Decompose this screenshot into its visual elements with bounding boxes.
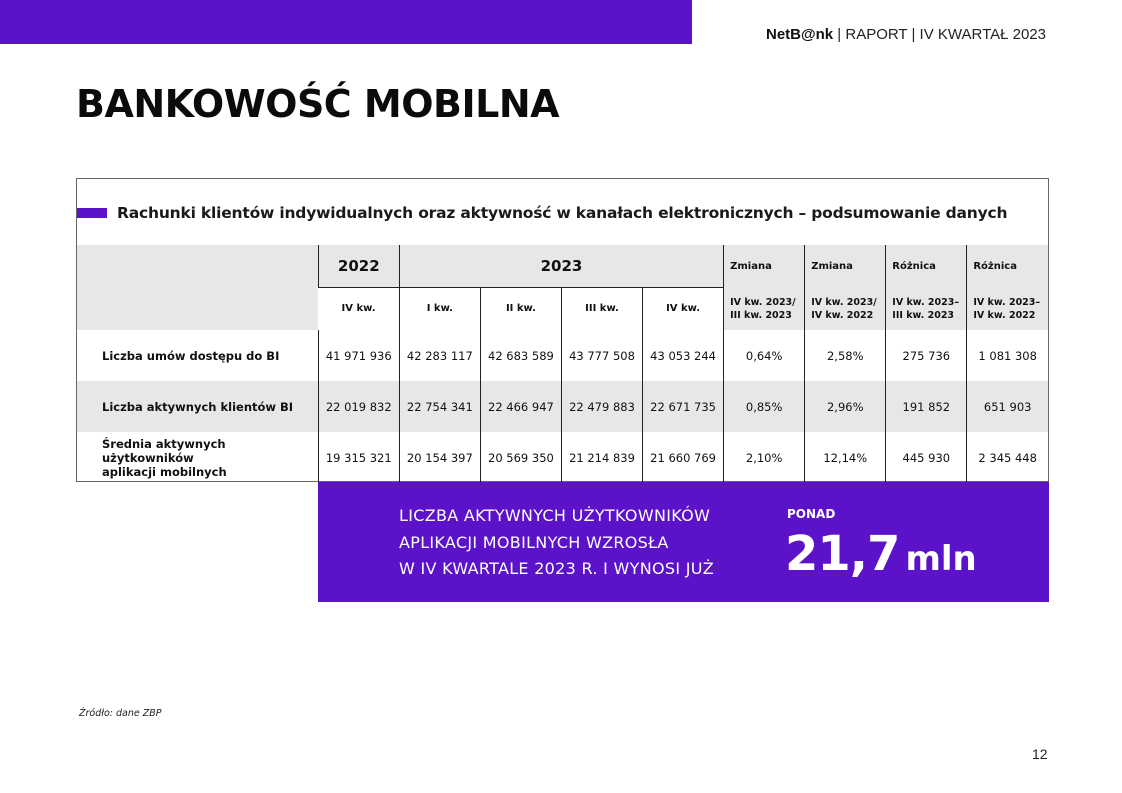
callout-big-value — [785, 526, 977, 582]
table-cell: 21 660 769 — [643, 432, 724, 483]
table-cell: 2 345 448 — [967, 432, 1048, 483]
table-row — [77, 381, 1048, 432]
callout-number: 21,7 — [785, 526, 900, 582]
summary-table — [77, 245, 1048, 483]
heading-marker — [77, 208, 107, 218]
highlight-callout — [318, 482, 1049, 602]
source-note: Źródło: dane ZBP — [79, 708, 162, 719]
table-cell: 19 315 321 — [318, 432, 399, 483]
row-label: Średnia aktywnych użytkowników aplikacji mobilnych — [102, 436, 227, 479]
brand-name: NetB@nk — [765, 26, 834, 43]
table-cell: 20 154 397 — [399, 432, 480, 483]
table-cell: 2,58% — [805, 330, 886, 381]
table-cell: 275 736 — [886, 330, 967, 381]
callout-line: APLIKACJI MOBILNYCH WZROSŁA — [399, 533, 669, 552]
table-cell: 191 852 — [886, 381, 967, 432]
col-change-qoq-title: Zmiana — [724, 245, 805, 287]
col-diff-qoq-sub: IV kw. 2023– III kw. 2023 — [886, 287, 967, 330]
table-cell: 2,10% — [724, 432, 805, 483]
table-cell: 651 903 — [967, 381, 1048, 432]
col-change-qoq-sub: IV kw. 2023/ III kw. 2023 — [724, 287, 805, 330]
quarter-header: II kw. — [480, 287, 561, 330]
table-cell: 22 466 947 — [480, 381, 561, 432]
col-diff-qoq-title: Różnica — [886, 245, 967, 287]
table-cell: 2,96% — [805, 381, 886, 432]
col-diff-yoy-title: Różnica — [967, 245, 1048, 287]
table-cell: 0,64% — [724, 330, 805, 381]
quarter-header: IV kw. — [318, 287, 399, 330]
table-heading-text: Rachunki klientów indywidualnych oraz aktywność w kanałach elektronicznych – podsumowanie danych — [117, 204, 1008, 222]
table-cell: 42 683 589 — [480, 330, 561, 381]
callout-line: LICZBA AKTYWNYCH UŻYTKOWNIKÓW — [399, 506, 711, 525]
quarter-header: I kw. — [399, 287, 480, 330]
year-2022: 2022 — [318, 245, 399, 287]
report-header — [766, 26, 1046, 43]
page-number: 12 — [1032, 746, 1048, 762]
callout-unit: mln — [905, 539, 977, 579]
row-label: Liczba aktywnych klientów BI — [77, 381, 318, 432]
table-cell: 20 569 350 — [480, 432, 561, 483]
table-cell: 41 971 936 — [318, 330, 399, 381]
quarter-header: III kw. — [561, 287, 642, 330]
table-cell: 42 283 117 — [399, 330, 480, 381]
top-accent-bar — [0, 0, 692, 44]
table-cell: 22 019 832 — [318, 381, 399, 432]
table-cell: 22 479 883 — [561, 381, 642, 432]
table-heading — [77, 201, 1007, 225]
row-label: Liczba umów dostępu do BI — [102, 348, 280, 363]
table-row — [77, 432, 1048, 483]
table-cell: 1 081 308 — [967, 330, 1048, 381]
table-row — [77, 330, 1048, 381]
summary-table-box — [76, 178, 1049, 482]
year-2023: 2023 — [399, 245, 723, 287]
col-change-yoy-title: Zmiana — [805, 245, 886, 287]
col-diff-yoy-sub: IV kw. 2023– IV kw. 2022 — [967, 287, 1048, 330]
quarter-header: IV kw. — [643, 287, 724, 330]
table-cell: 12,14% — [805, 432, 886, 483]
table-cell: 22 754 341 — [399, 381, 480, 432]
table-cell: 43 053 244 — [643, 330, 724, 381]
table-cell: 43 777 508 — [561, 330, 642, 381]
table-cell: 0,85% — [724, 381, 805, 432]
callout-ponad-label: PONAD — [787, 507, 836, 521]
callout-line: W IV KWARTALE 2023 R. I WYNOSI JUŻ — [399, 559, 715, 578]
report-subtitle: | RAPORT | IV KWARTAŁ 2023 — [833, 26, 1046, 43]
table-cell: 21 214 839 — [561, 432, 642, 483]
page-title: BANKOWOŚĆ MOBILNA — [76, 82, 560, 126]
table-corner-cell — [77, 245, 318, 330]
col-change-yoy-sub: IV kw. 2023/ IV kw. 2022 — [805, 287, 886, 330]
table-cell: 445 930 — [886, 432, 967, 483]
table-cell: 22 671 735 — [643, 381, 724, 432]
